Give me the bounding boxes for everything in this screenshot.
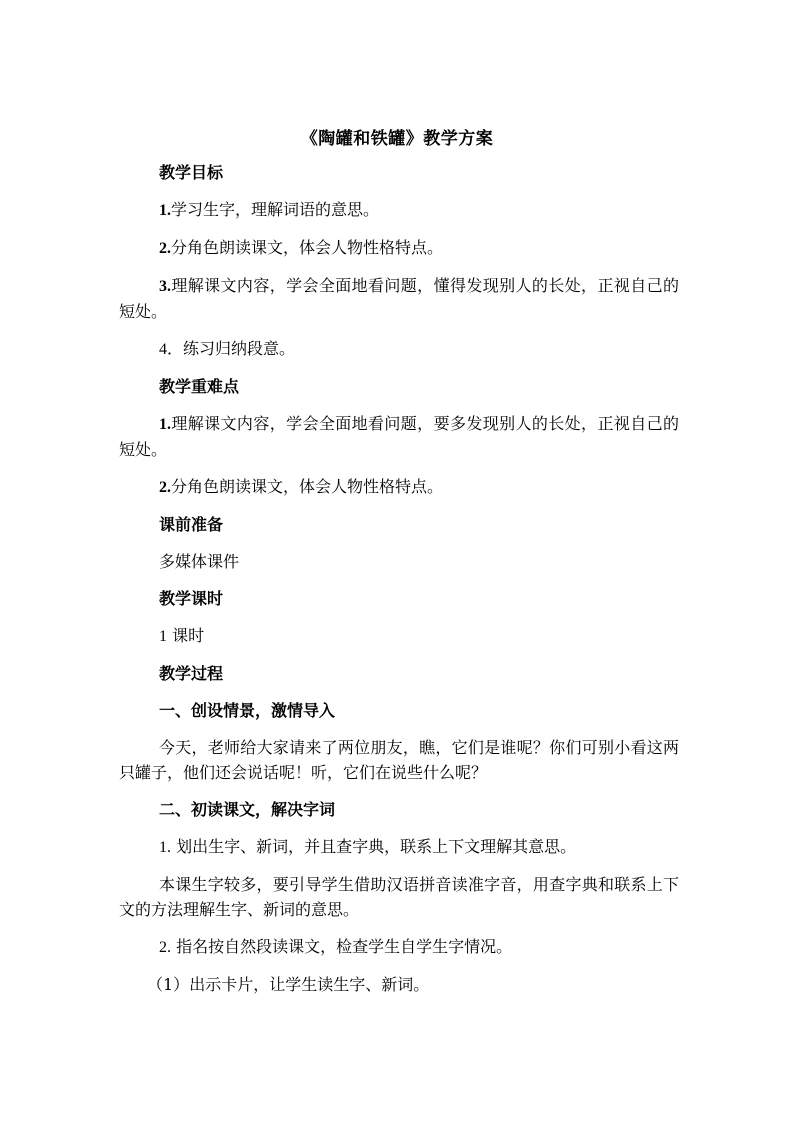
- hours-number: 1: [159, 628, 167, 645]
- item-text: 划出生字、新词，并且查字典，联系上下文理解其意思。: [176, 837, 577, 856]
- section-heading-key-points: 教学重难点: [159, 377, 240, 396]
- item-number: 1.: [159, 416, 171, 433]
- process-step-heading: 一、创设情景，激情导入: [159, 701, 336, 720]
- section-heading-hours: 教学课时: [159, 589, 224, 608]
- process-step-heading: 二、初读课文，解决字词: [159, 800, 336, 819]
- key-point-item: [119, 474, 679, 500]
- preparation-text: 多媒体课件: [159, 552, 240, 571]
- section-heading-preparation: 课前准备: [159, 515, 224, 534]
- item-text: 指名按自然段读课文，检查学生自学生字情况。: [176, 937, 513, 956]
- process-step-text: 今天，老师给大家请来了两位朋友，瞧，它们是谁呢？你们可别小看这两只罐子，他们还会说话呢！听，它们在说些什么呢？: [119, 738, 679, 782]
- item-text: 分角色朗读课文，体会人物性格特点。: [171, 238, 444, 257]
- item-text: 学习生字，理解词语的意思。: [171, 200, 380, 219]
- process-item: [119, 934, 679, 960]
- item-number: 4．: [159, 341, 184, 358]
- hours-text: [119, 623, 679, 649]
- item-text: 练习归纳段意。: [183, 339, 296, 358]
- objective-item: [119, 273, 679, 324]
- item-text: 分角色朗读课文，体会人物性格特点。: [171, 477, 444, 496]
- item-number: 2.: [159, 240, 171, 257]
- hours-unit: 课时: [172, 626, 205, 645]
- item-text: 理解课文内容，学会全面地看问题，懂得发现别人的长处，正视自己的短处。: [119, 276, 679, 321]
- item-number: 1.: [159, 839, 171, 856]
- item-number: 2.: [159, 479, 171, 496]
- item-number: 3.: [159, 278, 171, 295]
- item-number: （1）: [147, 975, 190, 994]
- page-title: 《陶罐和铁罐》教学方案: [300, 129, 494, 149]
- item-text: 理解课文内容，学会全面地看问题，要多发现别人的长处，正视自己的短处。: [119, 414, 679, 459]
- objective-item: [119, 197, 679, 223]
- objective-item: [119, 235, 679, 261]
- item-number: 2.: [159, 939, 171, 956]
- item-number: 1.: [159, 202, 171, 219]
- item-text: 出示卡片，让学生读生字、新词。: [189, 975, 430, 994]
- section-heading-process: 教学过程: [159, 664, 224, 683]
- item-text: 本课生字较多，要引导学生借助汉语拼音读准字音，用查字典和联系上下文的方法理解生字、新词的意思。: [119, 875, 679, 919]
- key-point-item: [119, 411, 679, 462]
- section-heading-objectives: 教学目标: [159, 163, 224, 182]
- process-item: [119, 872, 679, 922]
- process-item: [119, 834, 679, 860]
- process-item: [119, 972, 679, 997]
- document-body: [119, 160, 679, 1009]
- objective-item: [119, 336, 679, 362]
